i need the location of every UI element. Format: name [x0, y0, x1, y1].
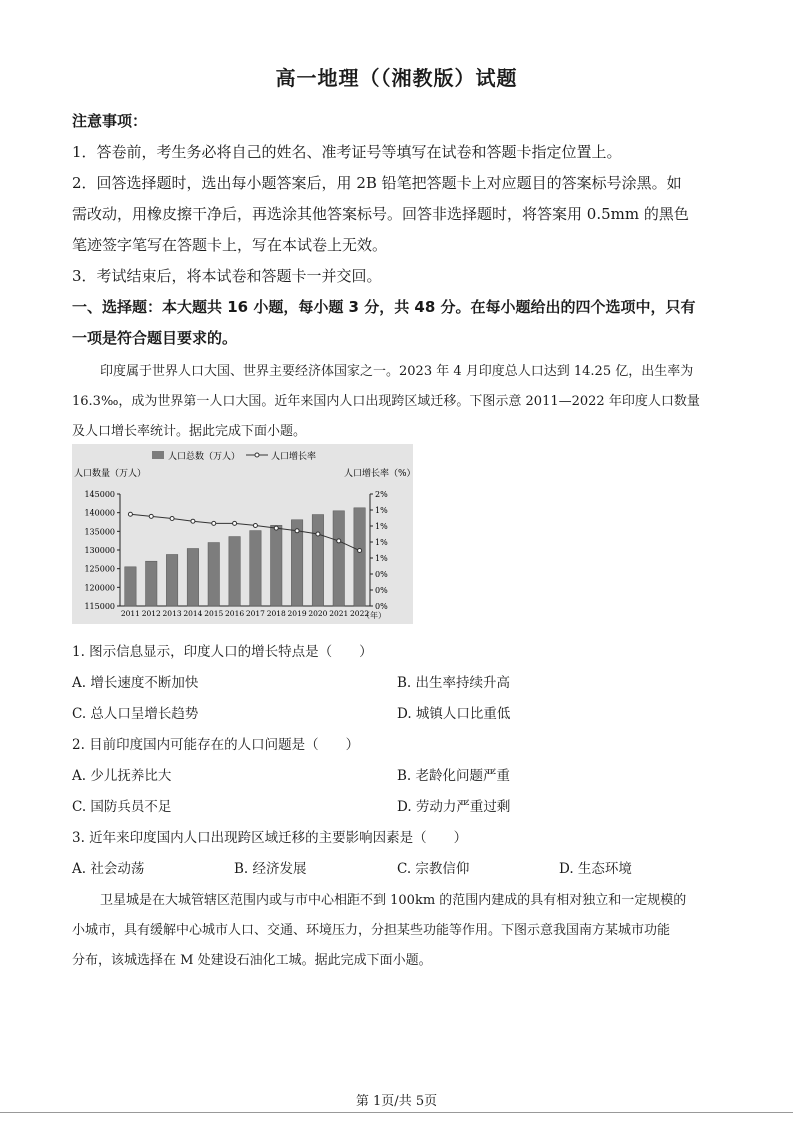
section-heading: 一、选择题：本大题共 16 小题，每小题 3 分，共 48 分。在每小题给出的四个选项中，只有: [72, 298, 696, 316]
growth-rate-point: [295, 529, 299, 533]
growth-rate-point: [212, 521, 216, 525]
question-1-option-b[interactable]: B. 出生率持续升高: [397, 675, 511, 691]
page-title: 高一地理（（湘教版）试题: [275, 66, 518, 90]
passage-1-line: 16.3‰，成为世界第一人口大国。近年来国内人口出现跨区域迁移。下图示意 2011—2022 年印度人口数量: [72, 394, 700, 409]
note-item: 1．答卷前，考生务必将自己的姓名、准考证号等填写在试卷和答题卡指定位置上。: [72, 143, 622, 161]
growth-rate-point: [337, 539, 341, 543]
population-bar: [229, 537, 240, 606]
population-bar: [271, 525, 282, 606]
y-left-tick-label: 135000: [84, 527, 115, 537]
growth-rate-point: [358, 549, 362, 553]
y-left-tick-label: 130000: [84, 546, 115, 555]
y-right-tick-label: 1%: [375, 506, 388, 515]
question-3-option-d[interactable]: D. 生态环境: [559, 861, 632, 877]
question-2-option-a[interactable]: A. 少儿抚养比大: [72, 768, 172, 784]
growth-rate-point: [253, 523, 257, 527]
legend-bar-label: 人口总数（万人）: [168, 452, 241, 462]
x-tick-label: 2019: [287, 609, 307, 618]
passage-1-line: 及人口增长率统计。据此完成下面小题。: [72, 424, 307, 439]
y-right-tick-label: 1%: [375, 538, 388, 547]
passage-1-line: 印度属于世界人口大国、世界主要经济体国家之一。2023 年 4 月印度总人口达到 14.25 亿，出生率为: [100, 364, 694, 379]
population-bar: [125, 567, 136, 606]
passage-2-line: 卫星城是在大城管辖区范围内或与市中心相距不到 100km 的范围内建成的具有相对独立和一定规模的: [100, 893, 687, 908]
x-tick-label: 2014: [183, 609, 203, 618]
legend-line-label: 人口增长率: [271, 452, 317, 462]
y-right-tick-label: 0%: [375, 602, 388, 611]
population-bar: [146, 561, 157, 606]
population-chart: [72, 444, 413, 624]
question-3-option-b[interactable]: B. 经济发展: [234, 861, 307, 877]
y-left-tick-label: 120000: [84, 583, 115, 593]
growth-rate-point: [149, 514, 153, 518]
y-left-tick-label: 115000: [84, 602, 115, 611]
x-tick-label: 2013: [162, 609, 182, 618]
question-3-stem: 3. 近年来印度国内人口出现跨区域迁移的主要影响因素是（ ）: [72, 830, 468, 846]
population-bar: [312, 515, 323, 606]
y-right-tick-label: 1%: [375, 554, 388, 563]
x-tick-label: 2015: [204, 609, 224, 618]
x-tick-label: 2020: [308, 609, 328, 618]
growth-rate-point: [274, 526, 278, 530]
passage-2-line: 小城市，具有缓解中心城市人口、交通、环境压力，分担某些功能等作用。下图示意我国南方某城市功能: [72, 923, 671, 938]
question-1-option-c[interactable]: C. 总人口呈增长趋势: [72, 706, 199, 722]
note-item: 笔迹签字笔写在答题卡上，写在本试卷上无效。: [72, 236, 388, 254]
growth-rate-point: [170, 517, 174, 521]
x-tick-label: 2017: [245, 609, 265, 618]
x-tick-label: 2011: [120, 609, 140, 618]
population-bar: [208, 543, 219, 606]
question-1-option-d[interactable]: D. 城镇人口比重低: [397, 706, 511, 722]
population-bar: [187, 549, 198, 606]
growth-rate-line: [130, 514, 359, 550]
question-3-option-a[interactable]: A. 社会动荡: [72, 861, 145, 877]
x-tick-label: 2016: [225, 609, 245, 618]
y-left-tick-label: 125000: [84, 564, 115, 574]
population-bar: [333, 511, 344, 606]
population-bar: [354, 508, 365, 606]
page-number: 第 1页/共 5页: [355, 1094, 438, 1109]
footer-divider: [0, 1112, 793, 1113]
question-1-option-a[interactable]: A. 增长速度不断加快: [72, 675, 199, 691]
passage-2-line: 分布，该城选择在 M 处建设石油化工城。据此完成下面小题。: [72, 953, 432, 968]
note-item: 需改动，用橡皮擦干净后，再选涂其他答案标号。回答非选择题时，将答案用 0.5mm 的黑色: [72, 205, 689, 223]
x-tick-label: 2018: [266, 609, 286, 618]
section-heading-cont: 一项是符合题目要求的。: [72, 329, 238, 347]
y-right-tick-label: 2%: [375, 490, 388, 499]
x-unit-label: （年）: [362, 611, 386, 620]
question-2-option-c[interactable]: C. 国防兵员不足: [72, 799, 172, 815]
population-bar: [166, 554, 177, 606]
question-1-stem: 1. 图示信息显示，印度人口的增长特点是（ ）: [72, 644, 373, 660]
population-chart-svg: [72, 444, 413, 624]
question-2-option-b[interactable]: B. 老龄化问题严重: [397, 768, 511, 784]
x-tick-label: 2021: [329, 609, 349, 618]
growth-rate-point: [191, 519, 195, 523]
y-right-tick-label: 1%: [375, 522, 388, 531]
note-item: 3．考试结束后，将本试卷和答题卡一并交回。: [72, 267, 382, 285]
y-left-tick-label: 140000: [84, 508, 115, 518]
y-right-tick-label: 0%: [375, 570, 388, 579]
y-left-title: 人口数量（万人）: [74, 469, 147, 479]
question-2-stem: 2. 目前印度国内可能存在的人口问题是（ ）: [72, 737, 360, 753]
growth-rate-point: [233, 521, 237, 525]
y-right-tick-label: 0%: [375, 586, 388, 595]
note-item: 2．回答选择题时，选出每小题答案后，用 2B 铅笔把答题卡上对应题目的答案标号涂黑。如: [72, 174, 682, 192]
x-tick-label: 2022: [350, 609, 370, 618]
x-tick-label: 2012: [141, 609, 161, 618]
legend-bar-swatch: [152, 451, 164, 459]
legend-line-marker: [255, 453, 259, 457]
question-3-option-c[interactable]: C. 宗教信仰: [397, 861, 470, 877]
question-2-option-d[interactable]: D. 劳动力严重过剩: [397, 799, 511, 815]
y-left-tick-label: 145000: [84, 490, 115, 499]
growth-rate-point: [316, 532, 320, 536]
population-bar: [250, 531, 261, 606]
y-right-title: 人口增长率（%）: [344, 469, 413, 479]
growth-rate-point: [128, 512, 132, 516]
notes-heading: 注意事项：: [72, 112, 148, 130]
